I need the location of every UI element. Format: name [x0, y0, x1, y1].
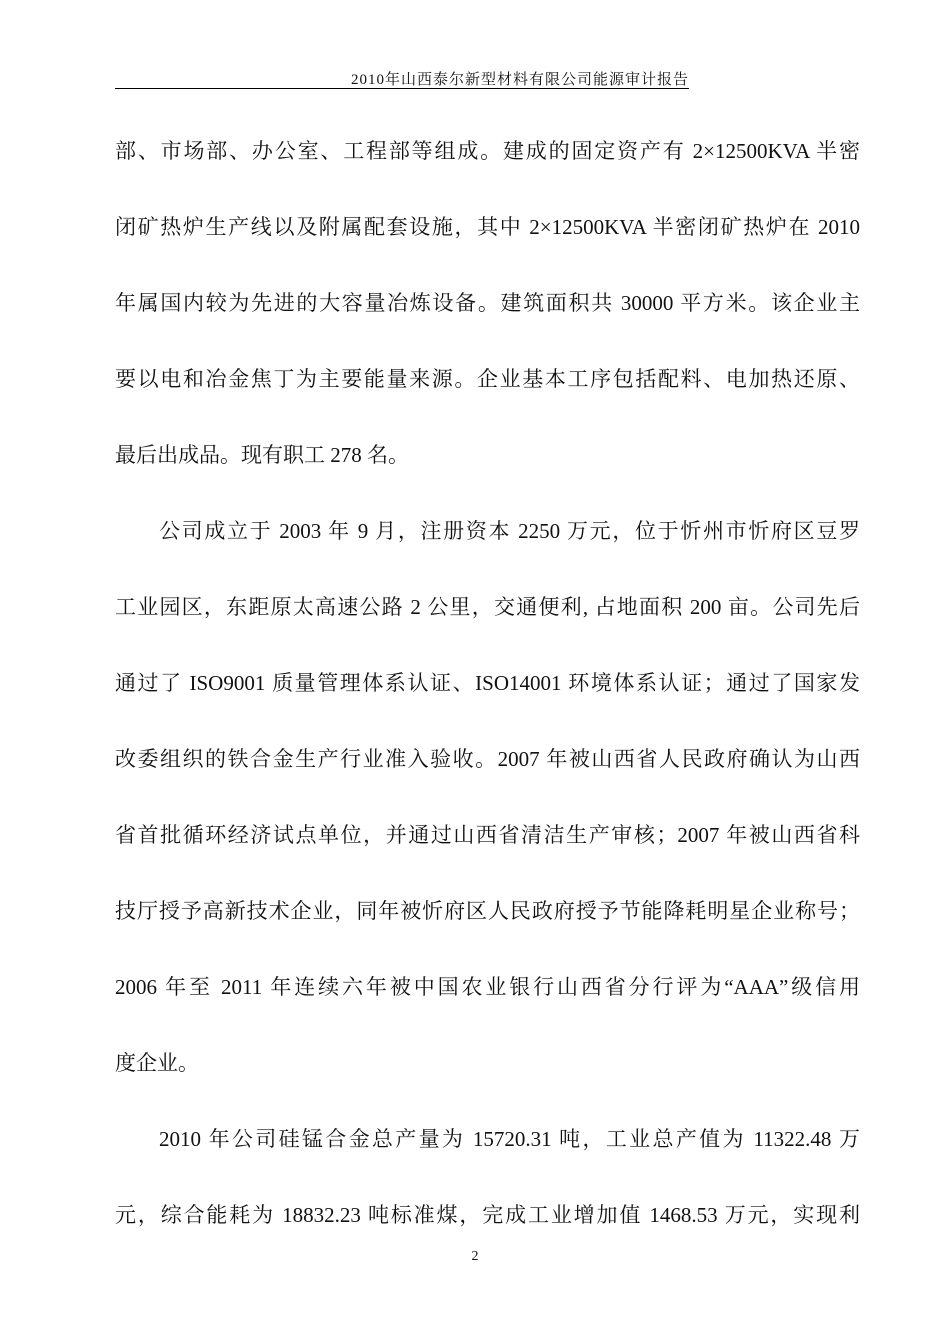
paragraph-line: 度企业。 — [115, 1051, 199, 1075]
header-title: 2010年山西泰尔新型材料有限公司能源审计报告 — [350, 72, 689, 88]
paragraph-line: 2006 年至 2011 年连续六年被中国农业银行山西省分行评为“AAA”级信用 — [115, 975, 860, 999]
paragraph-line: 2010 年公司硅锰合金总产量为 15720.31 吨，工业总产值为 11322.48 万 — [159, 1127, 860, 1151]
paragraph-line: 通过了 ISO9001 质量管理体系认证、ISO14001 环境体系认证；通过了国家发 — [115, 671, 860, 695]
page-number: 2 — [471, 1249, 479, 1264]
paragraph-line: 省首批循环经济试点单位，并通过山西省清洁生产审核；2007 年被山西省科 — [115, 823, 860, 847]
paragraph-line: 技厅授予高新技术企业，同年被忻府区人民政府授予节能降耗明星企业称号； — [115, 899, 860, 923]
paragraph-line: 工业园区，东距原太高速公路 2 公里，交通便利, 占地面积 200 亩。公司先后 — [115, 595, 860, 619]
paragraph-line: 闭矿热炉生产线以及附属配套设施，其中 2×12500KVA 半密闭矿热炉在 2010 — [115, 215, 860, 239]
paragraph-line: 最后出成品。现有职工 278 名。 — [115, 443, 409, 467]
paragraph-line: 公司成立于 2003 年 9 月，注册资本 2250 万元，位于忻州市忻府区豆罗 — [159, 519, 860, 543]
paragraph-line: 要以电和冶金焦丁为主要能量来源。企业基本工序包括配料、电加热还原、 — [115, 367, 860, 391]
paragraph-line: 年属国内较为先进的大容量冶炼设备。建筑面积共 30000 平方米。该企业主 — [115, 291, 860, 315]
paragraph-line: 部、市场部、办公室、工程部等组成。建成的固定资产有 2×12500KVA 半密 — [115, 139, 860, 163]
paragraph-line: 元，综合能耗为 18832.23 吨标准煤，完成工业增加值 1468.53 万元，实现利 — [115, 1203, 860, 1227]
page-header — [115, 66, 689, 89]
paragraph-line: 改委组织的铁合金生产行业准入验收。2007 年被山西省人民政府确认为山西 — [115, 747, 860, 771]
document-body — [115, 128, 860, 1268]
